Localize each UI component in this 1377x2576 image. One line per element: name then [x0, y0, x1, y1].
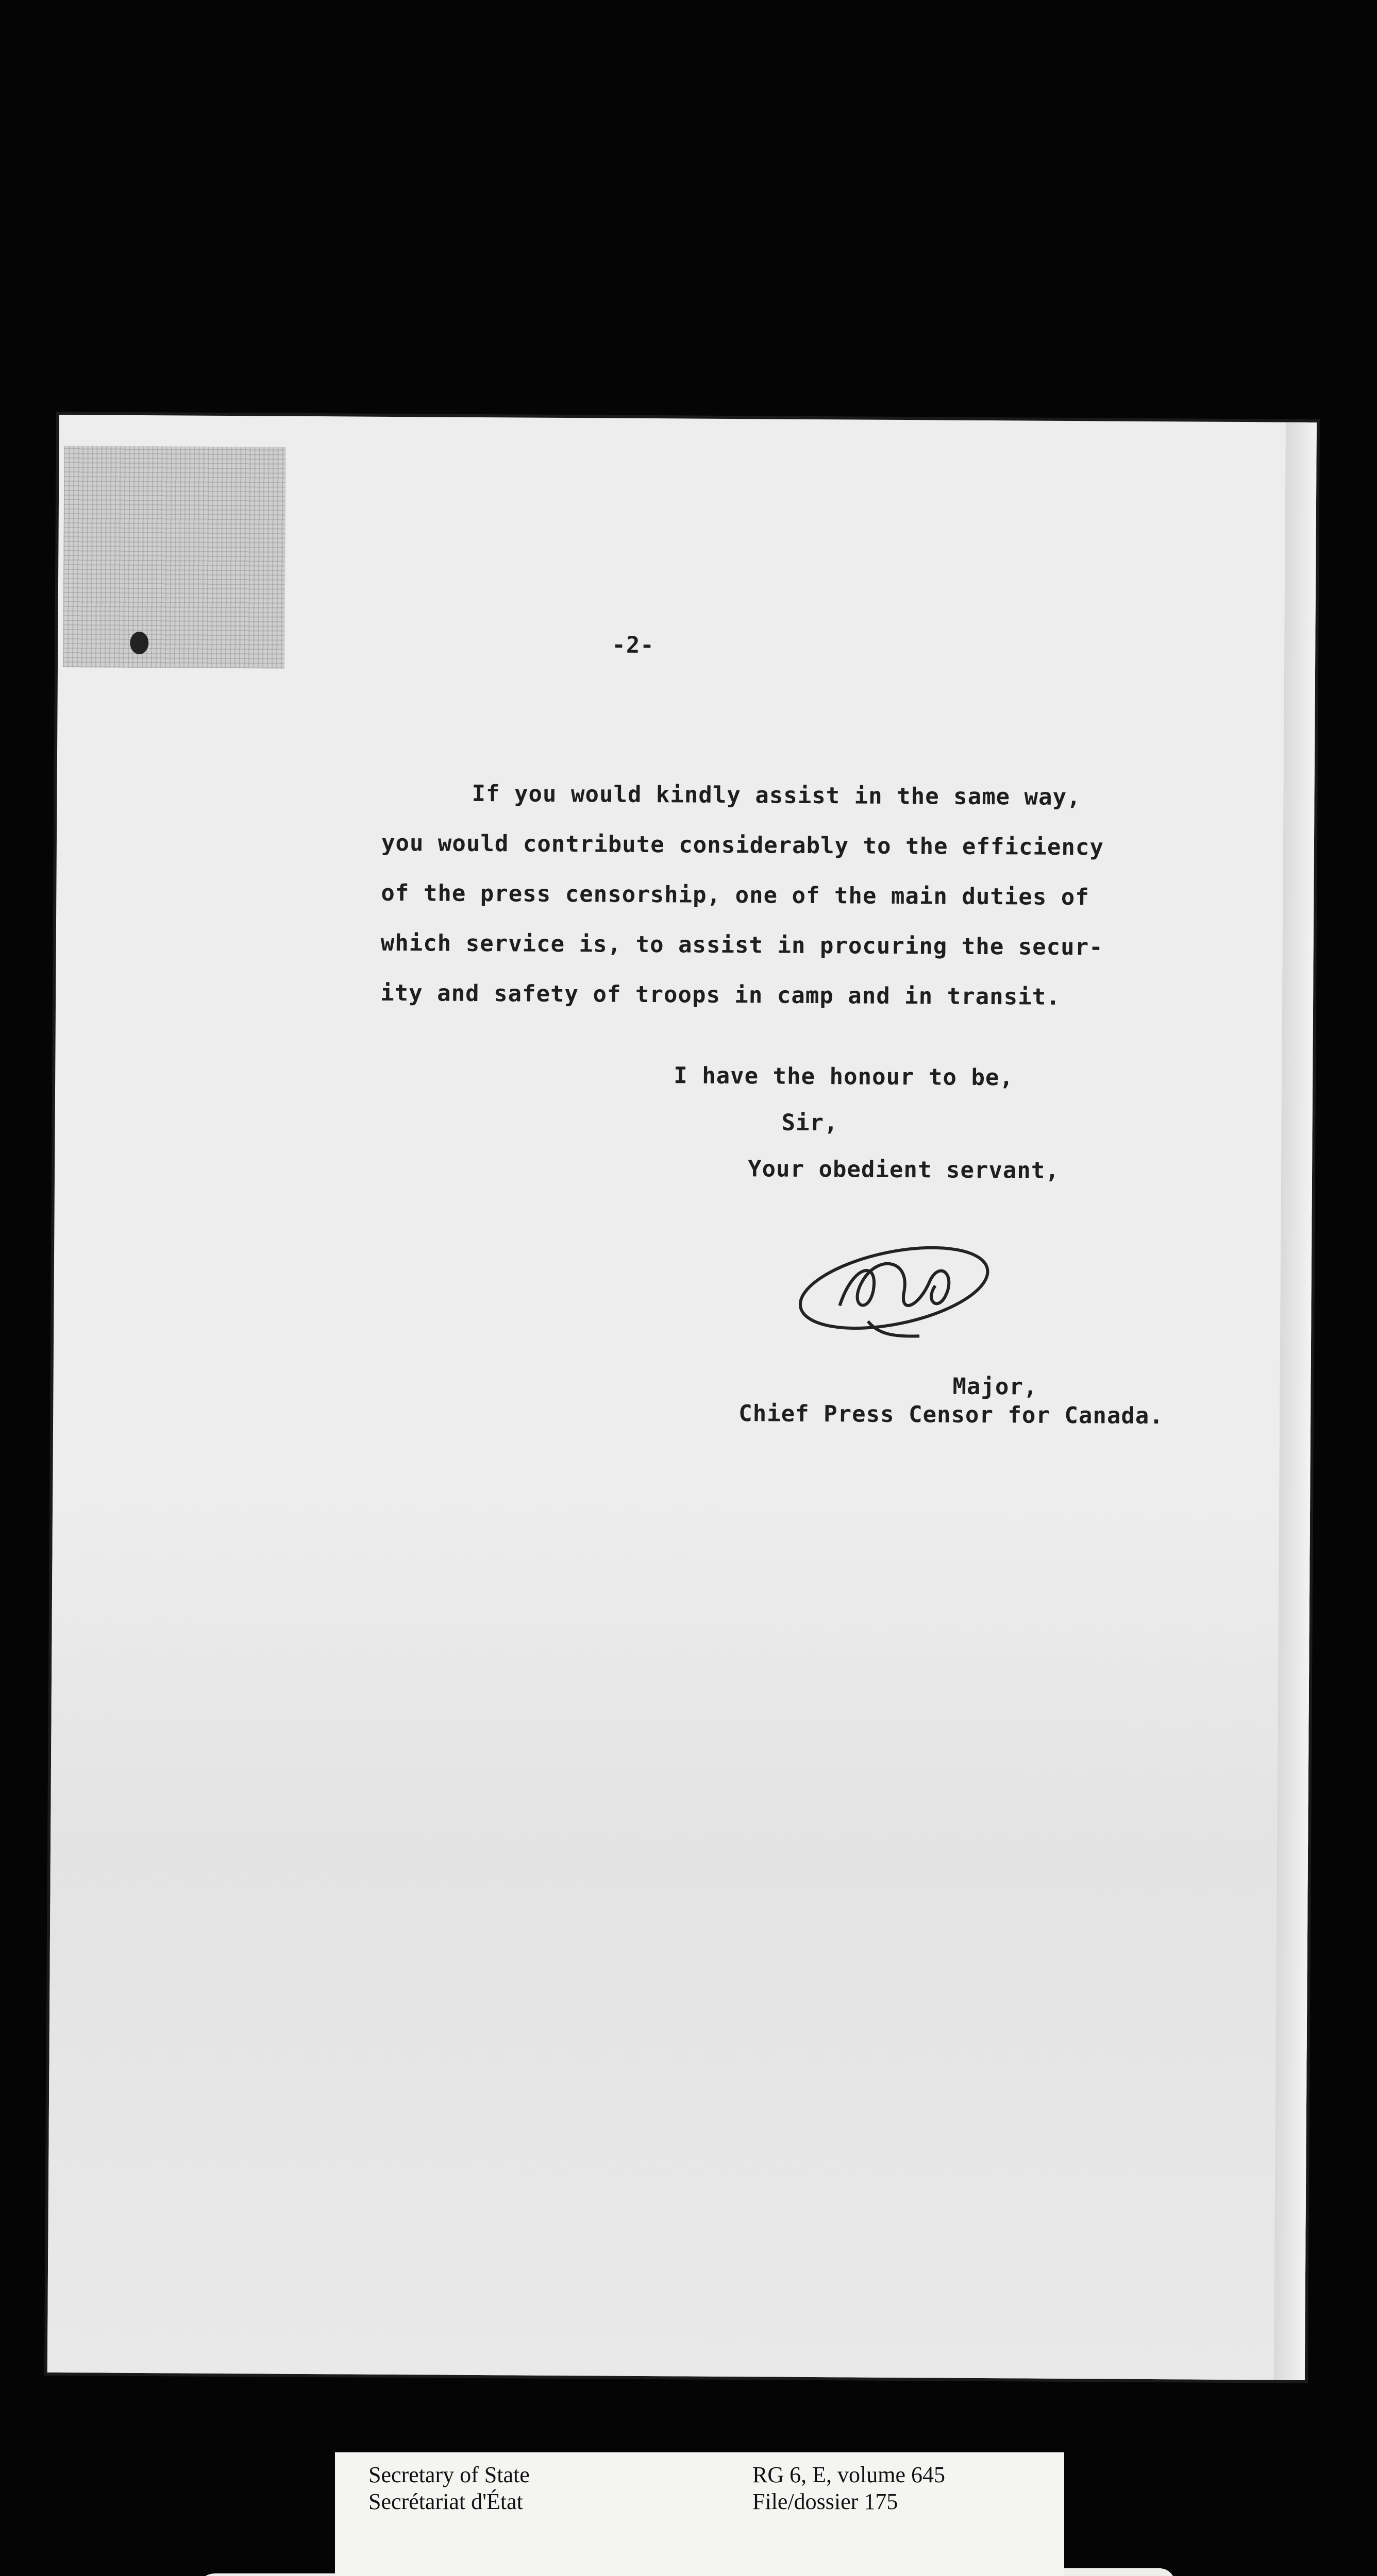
paragraph-line-4: which service is, to assist in procuring the secur-	[380, 929, 1103, 961]
paragraph-line-1: If you would kindly assist in the same way,	[472, 780, 1081, 811]
closing-line-1: I have the honour to be,	[674, 1062, 1014, 1091]
archive-label	[335, 2452, 1064, 2576]
record-group-reference: RG 6, E, volume 645	[752, 2462, 945, 2487]
closing-line-3: Your obedient servant,	[747, 1156, 1060, 1184]
signature-position: Chief Press Censor for Canada.	[738, 1400, 1164, 1430]
page-edge	[1274, 422, 1317, 2380]
signature-rank: Major,	[952, 1373, 1038, 1400]
punch-hole	[130, 632, 148, 654]
closing-salutation: Sir,	[781, 1109, 838, 1137]
document-page	[47, 415, 1317, 2380]
paragraph-line-5: ity and safety of troops in camp and in transit.	[380, 979, 1061, 1010]
signature	[791, 1244, 1013, 1379]
paragraph-line-3: of the press censorship, one of the main duties of	[381, 879, 1089, 911]
file-reference: File/dossier 175	[752, 2489, 898, 2514]
cloth-backing-patch	[63, 446, 286, 669]
department-english: Secretary of State	[368, 2462, 530, 2487]
page-number: -2-	[612, 632, 654, 659]
department-french: Secrétariat d'État	[368, 2489, 523, 2514]
paragraph-line-2: you would contribute considerably to the efficiency	[381, 829, 1104, 861]
page-shading	[47, 1497, 1310, 2380]
